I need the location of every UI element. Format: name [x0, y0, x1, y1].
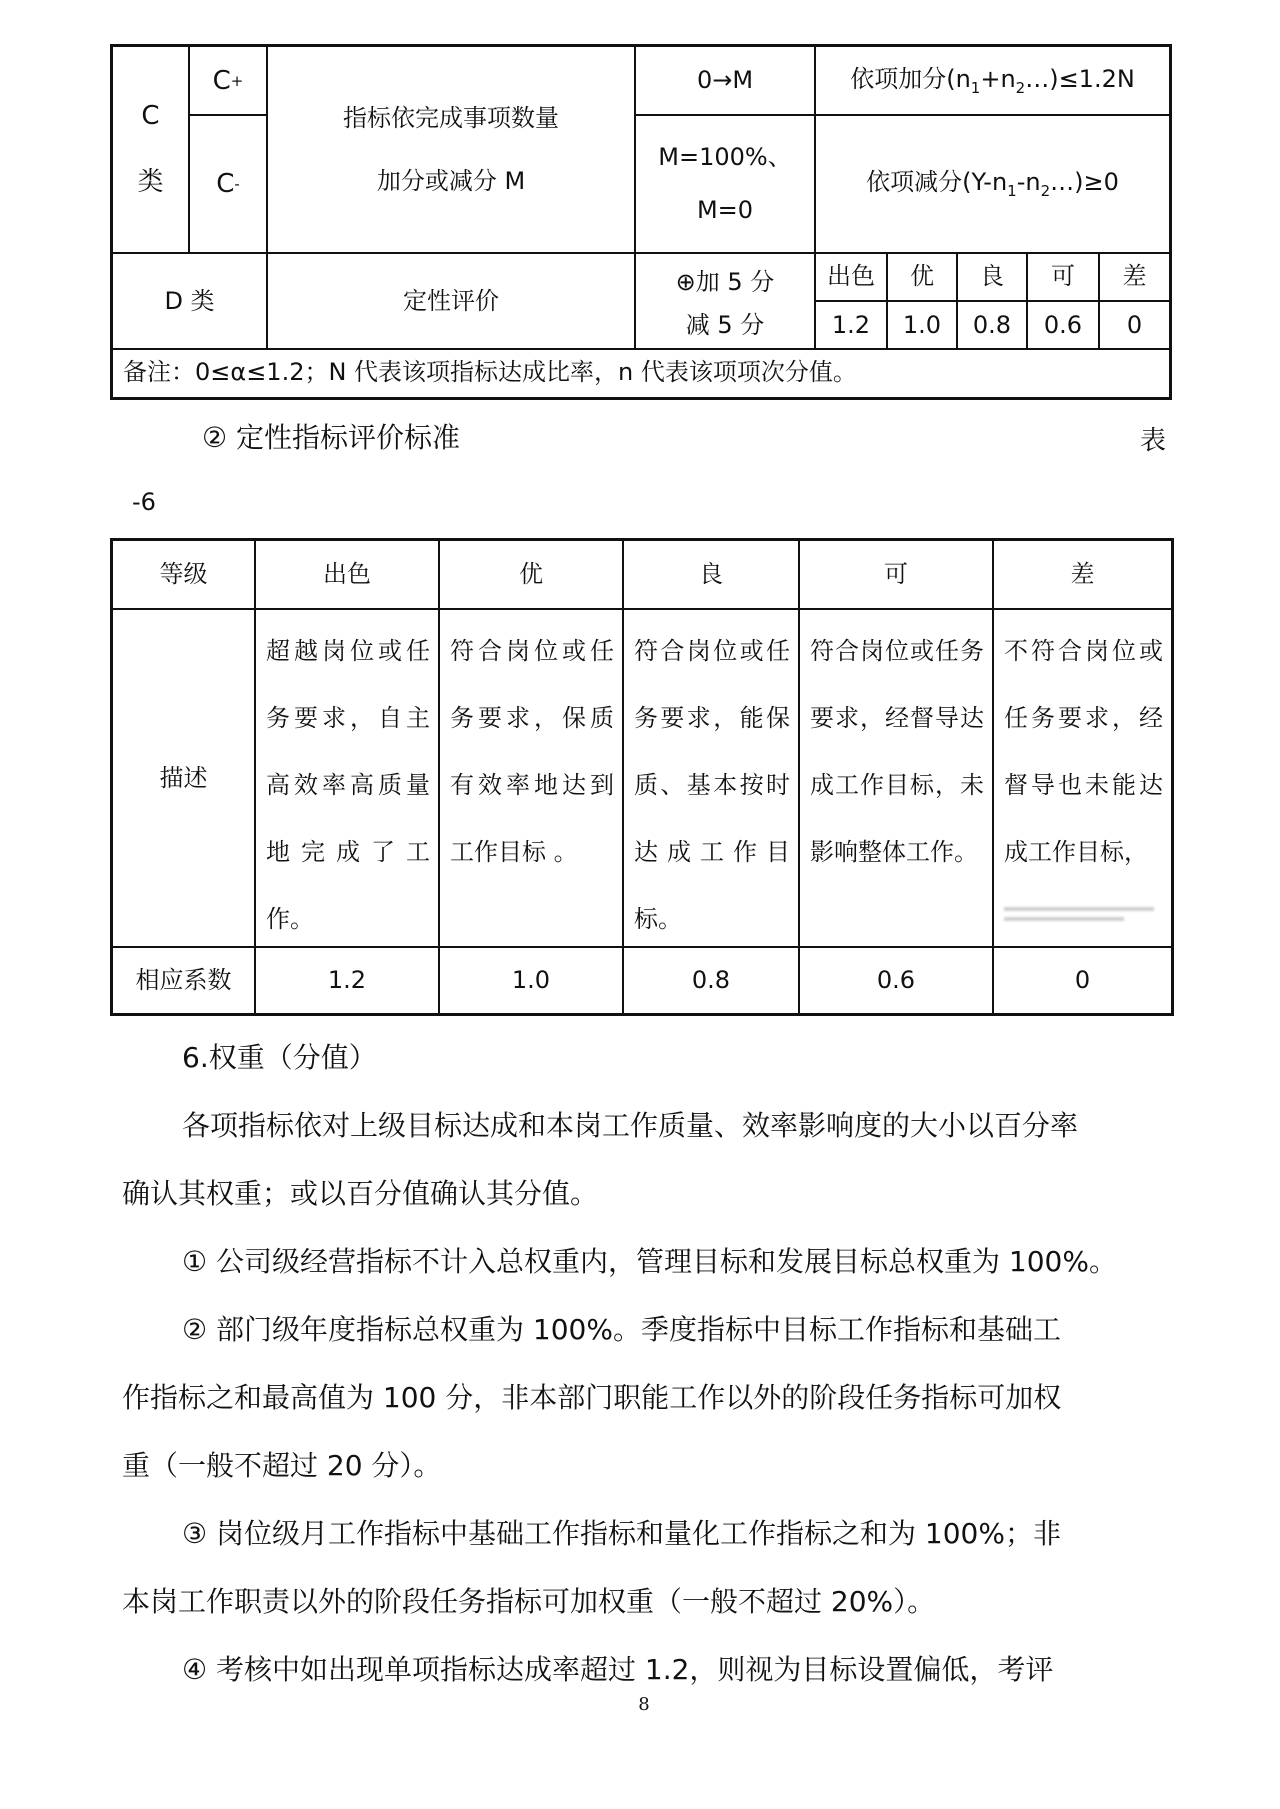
c-minus-label: C: [216, 169, 235, 199]
grade-header-cell: [1098, 252, 1172, 302]
c-range-plus-cell: [634, 44, 816, 116]
grade-col-header: [438, 538, 624, 610]
grade-name: 优: [519, 560, 543, 589]
grade-coef-cell: [886, 300, 958, 350]
description-label-cell: [110, 608, 256, 948]
grade-header-cell: [814, 252, 888, 302]
paragraph-line: 确认其权重；或以百分值确认其分值。: [122, 1177, 599, 1210]
c-minus-cell: [188, 114, 268, 254]
c-minus-sup: -: [234, 175, 240, 193]
d-description: 定性评价: [403, 286, 499, 315]
list-item-2-line1: ② 部门级年度指标总权重为 100%。季度指标中目标工作指标和基础工: [182, 1313, 1061, 1346]
grade-coef: 1.0: [902, 310, 942, 339]
c-formula-minus: 依项减分$(Y-n_1-n_2\dots)\ge 0$: [866, 168, 1119, 200]
coef-cell: [622, 946, 800, 1016]
c-class-letter: C: [141, 101, 160, 131]
grade-coef-cell: [956, 300, 1028, 350]
description-text: 不符合岗位或任务要求，经督导也未能达成工作目标，: [1004, 637, 1163, 866]
page-number: 8: [638, 1694, 650, 1715]
c-range-minus-cell: [634, 114, 816, 254]
grade-name: 良: [699, 560, 723, 589]
grade-name: 出色: [323, 560, 371, 589]
c-range-plus: 0→M: [696, 66, 754, 95]
description-cell: [438, 608, 624, 948]
blurred-text: [1004, 907, 1154, 911]
coef-value: 1.2: [327, 966, 367, 995]
c-description-line2: 加分或减分 M: [376, 166, 526, 195]
coef-value: 0.8: [691, 966, 731, 995]
list-item-2-line3: 重（一般不超过 20 分）。: [122, 1449, 442, 1482]
c-plus-cell: [188, 44, 268, 116]
grade-col-header: [254, 538, 440, 610]
grade-col-header: [798, 538, 994, 610]
description-text: 超越岗位或任务要求，自主高效率高质量地完成了工作。: [266, 637, 430, 933]
blurred-text: [1004, 917, 1124, 921]
c-class-kind: 类: [137, 167, 164, 197]
description-text: 符合岗位或任务要求，经督导达成工作目标，未影响整体工作。: [810, 637, 984, 866]
grade-label: 良: [980, 261, 1004, 290]
c-description-cell: [266, 44, 636, 254]
c-formula-plus: 依项加分$(n_1+n_2\dots)\le 1.2N$: [850, 64, 1135, 97]
table-label: 表: [1140, 426, 1167, 456]
grade-header-label: 等级: [159, 560, 208, 589]
c-formula-minus-cell: [814, 114, 1172, 254]
table-note: [110, 348, 1172, 400]
c-range-minus-line2: M=0: [696, 196, 754, 224]
description-text: 符合岗位或任务要求，保质有效率地达到工作目标 。: [450, 637, 614, 866]
description-cell: [992, 608, 1174, 948]
coef-value: 0.6: [876, 966, 916, 995]
coef-cell: [254, 946, 440, 1016]
grade-coef-cell: [814, 300, 888, 350]
d-adjust-line2: 减 5 分: [685, 310, 765, 339]
c-plus-label: C: [212, 65, 231, 96]
grade-label: 可: [1051, 261, 1075, 290]
coef-value: 0: [1074, 966, 1091, 995]
grade-header-cell: [886, 252, 958, 302]
grade-coef-cell: [1098, 300, 1172, 350]
grade-coef: 0.6: [1043, 310, 1083, 339]
description-cell: [622, 608, 800, 948]
description-text: 符合岗位或任务要求，能保质、基本按时达成工作目标。: [634, 637, 790, 933]
c-range-minus-line1: M=100%、: [658, 143, 792, 172]
d-adjust-cell: [634, 252, 816, 350]
paragraph-line: 各项指标依对上级目标达成和本岗工作质量、效率影响度的大小以百分率: [182, 1109, 1079, 1142]
coef-label: 相应系数: [135, 966, 232, 995]
grade-header-label-cell: [110, 538, 256, 610]
list-item-1: ① 公司级经营指标不计入总权重内，管理目标和发展目标总权重为 100%。: [182, 1245, 1117, 1278]
grade-col-header: [622, 538, 800, 610]
section-heading: ② 定性指标评价标准: [202, 421, 461, 454]
list-item-3-line1: ③ 岗位级月工作指标中基础工作指标和量化工作指标之和为 100%；非: [182, 1517, 1061, 1550]
d-adjust-line1: ⊕加 5 分: [675, 268, 775, 296]
d-class-label: D 类: [164, 286, 215, 315]
coef-cell: [992, 946, 1174, 1016]
grade-header-cell: [1026, 252, 1100, 302]
c-formula-plus-cell: [814, 44, 1172, 116]
description-label: 描述: [159, 763, 208, 792]
grade-col-header: [992, 538, 1174, 610]
grade-coef: 0: [1126, 310, 1143, 339]
table-number: -6: [132, 488, 156, 516]
coef-value: 1.0: [511, 966, 551, 995]
grade-label: 出色: [827, 261, 875, 290]
list-item-4-line1: ④ 考核中如出现单项指标达成率超过 1.2，则视为目标设置偏低，考评: [182, 1653, 1054, 1686]
section-6-heading: 6.权重（分值）: [182, 1041, 377, 1074]
grade-name: 可: [884, 560, 908, 589]
grade-coef: 1.2: [831, 310, 871, 339]
table-note-text: 备注：0≤α≤1.2；N 代表该项指标达成比率，n 代表该项项次分值。: [123, 358, 857, 386]
description-cell: [798, 608, 994, 948]
c-plus-sup: +: [230, 71, 244, 90]
grade-label: 优: [910, 261, 934, 290]
grade-name: 差: [1070, 560, 1095, 589]
list-item-2-line2: 作指标之和最高值为 100 分，非本部门职能工作以外的阶段任务指标可加权: [122, 1381, 1062, 1414]
d-class-cell: [110, 252, 268, 350]
list-item-3-line2: 本岗工作职责以外的阶段任务指标可加权重（一般不超过 20%）。: [122, 1585, 936, 1618]
coef-cell: [798, 946, 994, 1016]
coef-label-cell: [110, 946, 256, 1016]
grade-coef: 0.8: [972, 310, 1012, 339]
grade-label: 差: [1122, 261, 1147, 290]
c-class-cell: [110, 44, 190, 254]
grade-coef-cell: [1026, 300, 1100, 350]
c-description-line1: 指标依完成事项数量: [343, 103, 559, 132]
coef-cell: [438, 946, 624, 1016]
d-description-cell: [266, 252, 636, 350]
grade-header-cell: [956, 252, 1028, 302]
description-cell: [254, 608, 440, 948]
